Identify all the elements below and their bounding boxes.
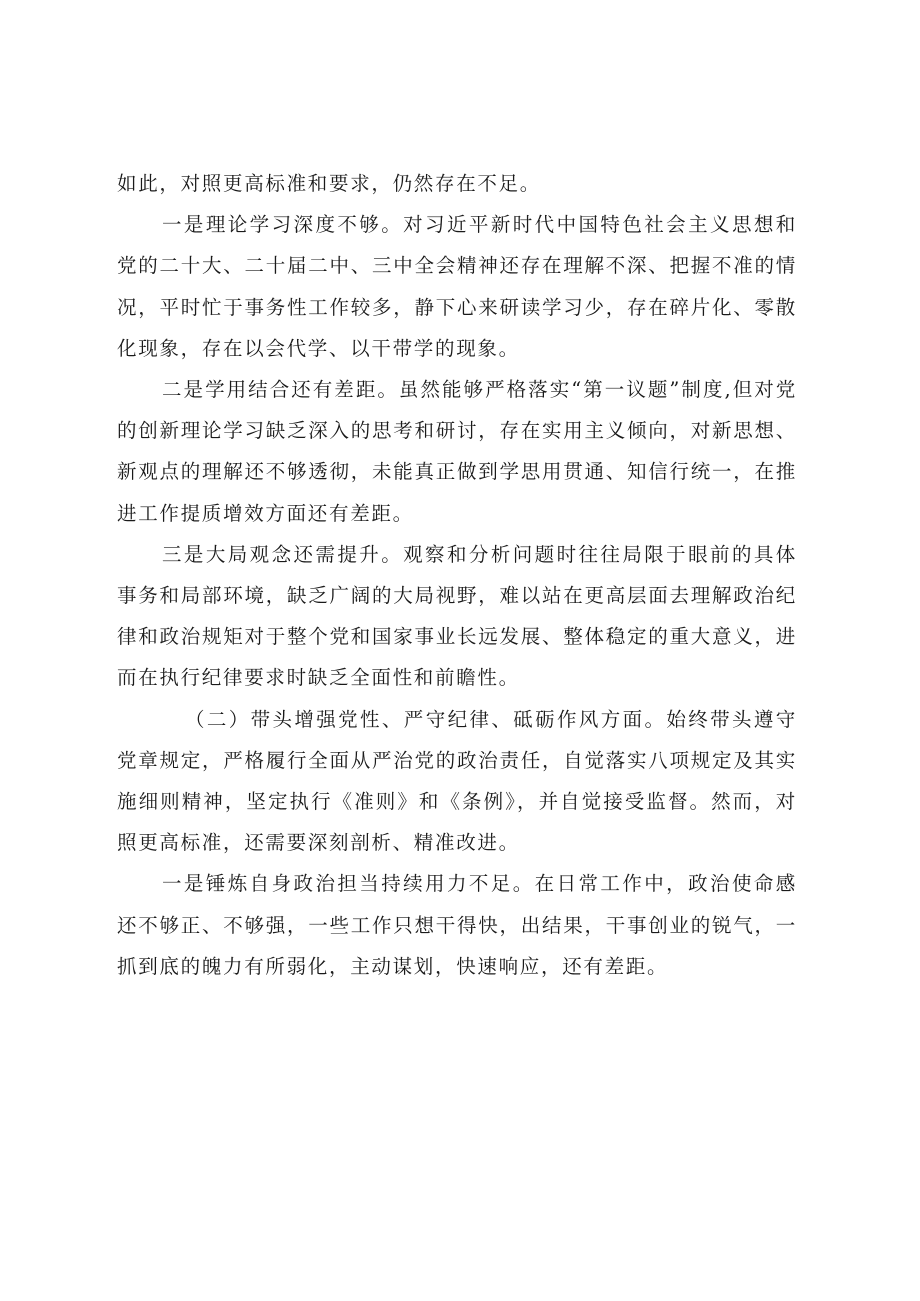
paragraph-study-application-gap: 二是学用结合还有差距。虽然能够严格落实“第一议题”制度,但对党的创新理论学习缺乏深入的思考和研讨，存在实用主义倾向，对新思想、新观点的理解还不够透彻，未能真正做到学思用贯通、知信行统一，在推进工作提质增效方面还有差距。 — [117, 378, 797, 525]
paragraph-theory-study-depth: 一是理论学习深度不够。对习近平新时代中国特色社会主义思想和党的二十大、二十届二中、三中全会精神还存在理解不深、把握不准的情况，平时忙于事务性工作较多，静下心来研读学习少，存在碎片化、零散化现象，存在以会代学、以干带学的现象。 — [117, 213, 797, 360]
document-body — [117, 163, 797, 987]
paragraph-political-responsibility: 一是锤炼自身政治担当持续用力不足。在日常工作中，政治使命感还不够正、不够强，一些工作只想干得快，出结果，干事创业的锐气，一抓到底的魄力有所弱化，主动谋划，快速响应，还有差距。 — [117, 872, 797, 978]
paragraph-overall-view: 三是大局观念还需提升。观察和分析问题时往往局限于眼前的具体事务和局部环境，缺乏广阔的大局视野，难以站在更高层面去理解政治纪律和政治规矩对于整个党和国家事业长远发展、整体稳定的重大意义，进而在执行纪律要求时缺乏全面性和前瞻性。 — [117, 542, 797, 690]
section-heading-paragraph-party-discipline: （二）带头增强党性、严守纪律、砥砺作风方面。始终带头遵守党章规定，严格履行全面从严治党的政治责任，自觉落实八项规定及其实施细则精神，坚定执行《准则》和《条例》，并自觉接受监督。然而，对照更高标准，还需要深刻剖析、精准改进。 — [117, 707, 797, 855]
paragraph-continuation: 如此，对照更高标准和要求，仍然存在不足。 — [117, 172, 542, 195]
